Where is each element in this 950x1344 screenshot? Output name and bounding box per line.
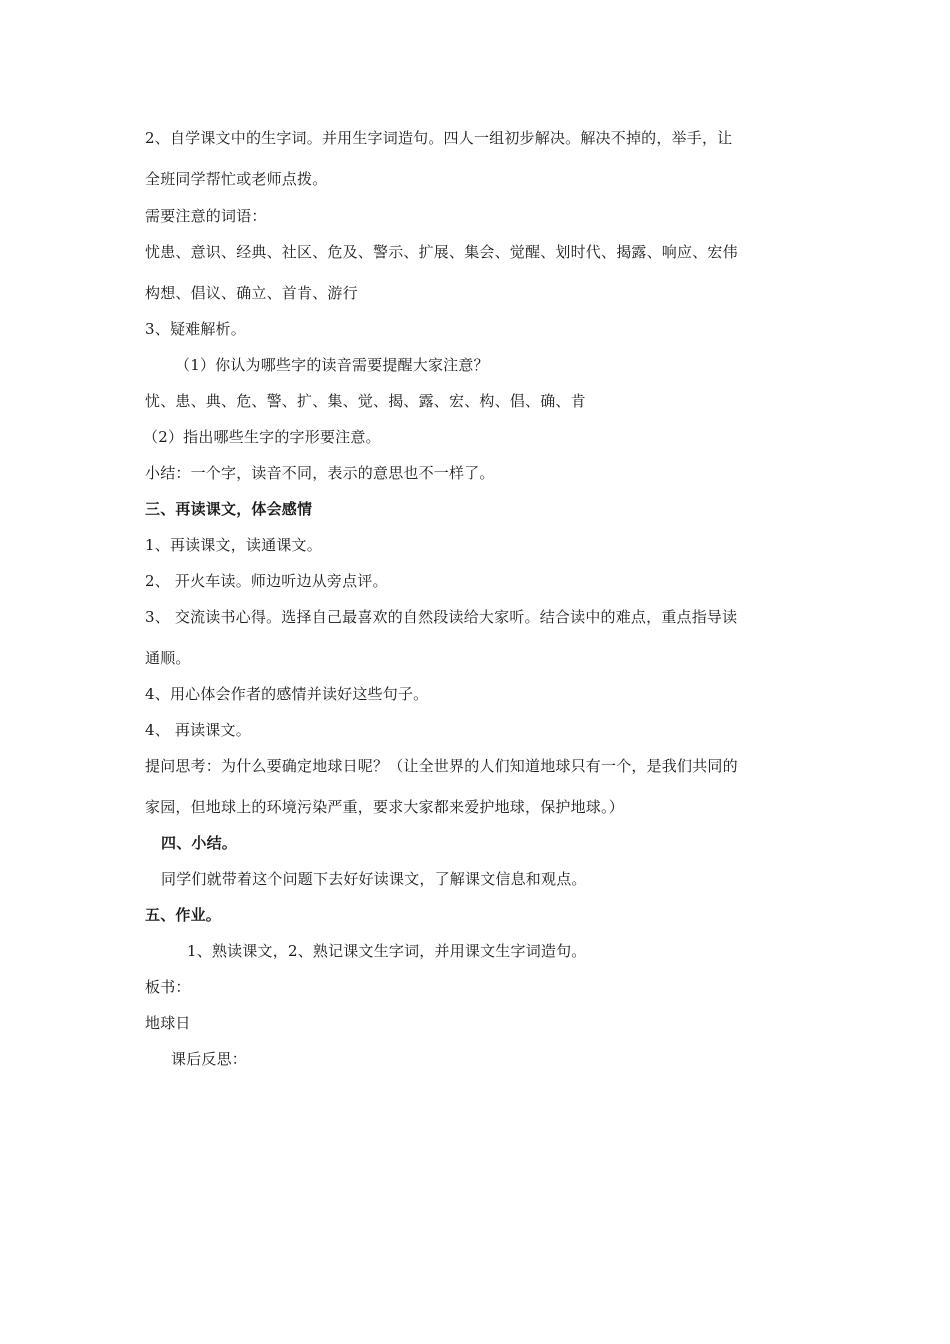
question-character-form: （2）指出哪些生字的字形要注意。	[143, 428, 381, 446]
step-share-reading: 3、 交流读书心得。选择自己最喜欢的自然段读给大家听。结合读中的难点，重点指导读	[145, 608, 738, 626]
section-three-heading: 三、再读课文，体会感情	[145, 500, 313, 518]
difficulty-heading: 3、疑难解析。	[145, 320, 246, 338]
step-share-reading-cont: 通顺。	[145, 649, 191, 667]
pronunciation-chars: 忧、患、典、危、警、扩、集、觉、揭、露、宏、构、倡、确、肯	[145, 392, 586, 410]
reflection-heading: 课后反思：	[171, 1050, 248, 1068]
step-reread-again: 4、 再读课文。	[145, 721, 251, 739]
paragraph-self-study-cont: 全班同学帮忙或老师点拨。	[145, 170, 328, 188]
section-four-text: 同学们就带着这个问题下去好好读课文，了解课文信息和观点。	[161, 870, 587, 888]
step-feel-emotion: 4、用心体会作者的感情并读好这些句子。	[145, 685, 429, 703]
vocab-list-cont: 构想、倡议、确立、首肯、游行	[145, 284, 358, 302]
summary-note: 小结：一个字，读音不同，表示的意思也不一样了。	[145, 464, 495, 482]
homework-items: 1、熟读课文，2、熟记课文生字词，并用课文生字词造句。	[187, 942, 587, 960]
section-four-heading: 四、小结。	[161, 834, 238, 852]
step-reread: 1、再读课文，读通课文。	[145, 536, 322, 554]
question-earth-day: 提问思考：为什么要确定地球日呢？（让全世界的人们知道地球只有一个，是我们共同的	[145, 757, 738, 775]
paragraph-self-study: 2、自学课文中的生字词。并用生字词造句。四人一组初步解决。解决不掉的，举手，让	[145, 129, 733, 147]
question-pronunciation: （1）你认为哪些字的读音需要提醒大家注意？	[175, 356, 489, 374]
blackboard-title: 地球日	[145, 1014, 191, 1032]
question-earth-day-cont: 家园，但地球上的环境污染严重，要求大家都来爱护地球，保护地球。）	[145, 798, 624, 816]
vocab-heading: 需要注意的词语：	[145, 207, 267, 225]
blackboard-heading: 板书：	[145, 978, 191, 996]
step-train-reading: 2、 开火车读。师边听边从旁点评。	[145, 572, 388, 590]
vocab-list: 忧患、意识、经典、社区、危及、警示、扩展、集会、觉醒、划时代、揭露、响应、宏伟	[145, 243, 738, 261]
section-five-heading: 五、作业。	[145, 906, 222, 924]
